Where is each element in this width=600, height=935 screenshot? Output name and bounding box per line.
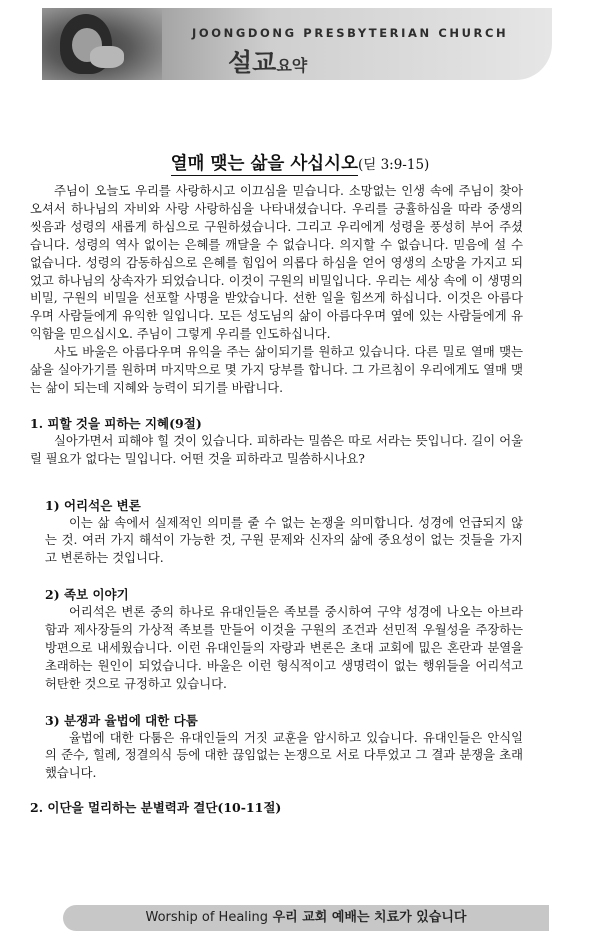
subsection-2-heading: 2) 족보 이야기 [45, 587, 129, 603]
section-1-text: 실아가면서 피해야 힐 것이 있습니다. 피하라는 밀씀은 따로 서라는 뜻입니다. 길이 어울릴 필요가 없다는 밀입니다. 어떤 것을 피하라고 밀씀하시나요? [30, 433, 523, 466]
sermon-title-main: 열매 맺는 삶을 사십시오 [170, 154, 358, 174]
sermon-label-small: 요약 [276, 56, 308, 75]
section-1-heading: 1. 피할 것을 피하는 지혜(9절) [30, 415, 202, 431]
church-name: JOONGDONG PRESBYTERIAN CHURCH [192, 26, 509, 40]
subsection-2 [30, 586, 523, 693]
subsection-3 [30, 712, 523, 784]
scripture-reference: (딛 3:9-15) [357, 157, 430, 173]
subsection-2-text: 어리석은 변론 중의 하나로 유대인들은 족보를 중시하여 구약 성경에 나오는 아브라함과 제사장들의 가상적 족보를 만들어 이것을 구원의 조건과 선민적 우월성을 주장하는 방편으로 내세웠습니다. 이런 유대인들의 자랑과 변론은 초대 교회에 밊은 혼란과 분열을 초래하는 원인이 되었습니다. 바울은 이런 형식적이고 생명력이 없는 행위들을 어리석고 허탄한 것으로 규정하고 있습니다. [45, 605, 523, 691]
section-2-heading: 2. 이단을 멀리하는 분별력과 결단(10-11절) [30, 800, 282, 816]
sermon-summary-label [228, 43, 307, 79]
subsection-1 [30, 497, 523, 569]
sermon-title [0, 150, 600, 175]
sermon-body [30, 183, 523, 817]
footer-korean: 우리 교회 예배는 치료가 있습니다 [272, 910, 467, 925]
footer-text [63, 905, 549, 931]
praying-woman-photo [42, 8, 162, 80]
subsection-3-heading: 3) 분쟁과 율법에 대한 다툼 [45, 712, 198, 728]
subsection-1-text: 이는 삶 속에서 실제적인 의미를 줄 수 없는 논쟁을 의미합니다. 성경에 언급되지 않는 것. 여러 가지 해석이 가능한 것, 구원 문제와 신자의 삶에 중요성이 없는 것들을 가지고 변론하는 것입니다. [45, 515, 523, 566]
sermon-label-big: 설교 [228, 48, 277, 77]
footer-english: Worship of Healing [145, 910, 269, 925]
footer-banner [63, 905, 549, 931]
intro-paragraph-1: 주님이 오늘도 우리를 사랑하시고 이끄심을 믿습니다. 소망없는 인생 속에 주님이 찾아오셔서 하나님의 자비와 사랑 사랑하심을 나타내셨습니다. 우리를 긍휼하심을 따라 중생의 씻음과 성령의 새롭게 하심으로 구원하셨습니다. 그리고 우리에게 성령을 풍성히 부어 주셨습니다. 성령의 역사 없이는 은혜를 깨달을 수 없습니다. 의지할 수 없습니다. 믿음에 설 수 없습니다. 성령의 감동하심으로 은혜를 힘입어 의롭다 하심을 얻어 영생의 소망을 가지고 되었고 하나님의 상속자가 되었습니다. 이것이 구원의 비밀입니다. 우리는 세상 속에 이 생명의 비밀, 구원의 비밀을 선포할 사명을 받았습니다. 선한 일을 힘쓰게 하십니다. 이것은 아름다우며 사람들에게 유익한 일입니다. 모든 성도님의 삶이 아름다우며 옆에 있는 사람들에게 유익함을 믿으십시오. 주님이 그렇게 우리를 인도하십니다. [30, 184, 523, 342]
subsection-1-heading: 1) 어리석은 변론 [45, 497, 141, 513]
photo-hands [90, 46, 124, 68]
intro-paragraph-2: 사도 바울은 아름다우며 유익을 주는 삶이되기를 원하고 있습니다. 다른 밀로 열매 맺는 삶을 실아가기를 원하며 마지막으로 몇 가지 당부를 합니다. 그 가르침이 우리에게도 열매 맺는 삶이 되는데 지혜와 능력이 되기를 바랍니다. [30, 345, 523, 395]
church-header-banner [42, 8, 552, 80]
subsection-3-text: 율법에 대한 다툼은 유대인들의 거짓 교훈을 암시하고 있습니다. 유대인들은 안식일의 준수, 힐례, 정결의식 등에 대한 끊임없는 논쟁으로 서로 다투었고 그 결과 분쟁을 초래했습니다. [45, 730, 523, 781]
